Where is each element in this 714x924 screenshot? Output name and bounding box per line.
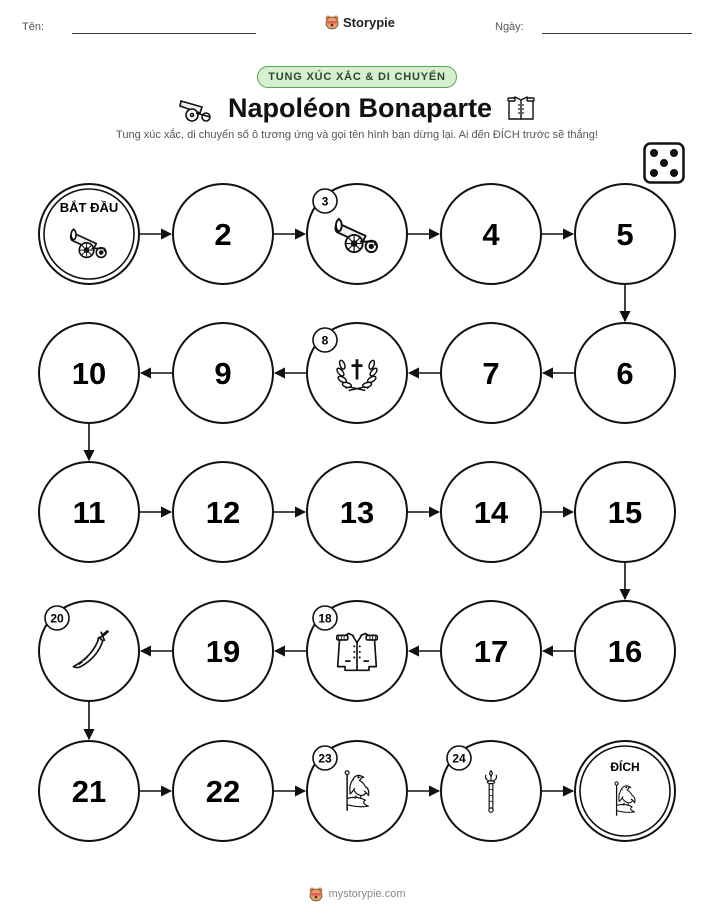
board-cell-20[interactable] [39,601,139,701]
cell-circle [39,184,139,284]
board-cell-8[interactable] [307,323,407,423]
page-title: Napoléon Bonaparte [227,92,493,123]
board-cell-4[interactable] [441,184,541,284]
board-cell-11[interactable] [39,462,139,562]
cell-number: 10 [71,356,107,391]
board-cell-18[interactable] [307,601,407,701]
cell-number: 14 [473,495,509,530]
cell-number: 24 [452,751,466,766]
cell-number: 11 [72,495,106,530]
cell-number: 6 [616,356,634,391]
cell-number: 23 [318,751,332,766]
board-cell-19[interactable] [173,601,273,701]
footer [0,886,714,902]
start-label: BẮT ĐẦU [59,200,119,215]
cell-number: 15 [607,495,643,530]
board-cell-3[interactable] [307,184,407,284]
cell-number: 16 [607,634,643,669]
board-cell-25[interactable] [575,741,675,841]
board-cell-5[interactable] [575,184,675,284]
game-badge: TUNG XÚC XẮC & DI CHUYỂN [257,66,457,88]
cell-number: 4 [482,217,500,252]
cell-number: 5 [616,217,634,252]
board-cell-14[interactable] [441,462,541,562]
cell-number: 17 [473,634,509,669]
name-label: Tên: [22,21,45,33]
cell-number: 2 [214,217,232,252]
finish-label: ĐÍCH [610,760,640,774]
date-label: Ngày: [495,21,524,33]
brand-name: Storypie [343,14,396,30]
board-cell-1[interactable] [39,184,139,284]
board-cell-21[interactable] [39,741,139,841]
uniform-jacket-icon [337,634,377,671]
cell-number: 9 [214,356,232,391]
board-cell-12[interactable] [173,462,273,562]
cell-number: 8 [321,333,329,348]
board-cell-6[interactable] [575,323,675,423]
cell-number: 13 [339,495,375,530]
board-cell-17[interactable] [441,601,541,701]
board-cell-23[interactable] [307,741,407,841]
board-cell-10[interactable] [39,323,139,423]
board-cell-22[interactable] [173,741,273,841]
cell-number: 18 [318,611,332,626]
board-cell-2[interactable] [173,184,273,284]
board-cell-7[interactable] [441,323,541,423]
board-cell-15[interactable] [575,462,675,562]
cell-number: 22 [205,774,241,809]
cell-number: 7 [482,356,500,391]
instructions: Tung xúc xắc, di chuyển số ô tương ứng và gọi tên hình bạn dừng lại. Ai đến ĐÍCH trước sẽ thắng! [116,129,598,141]
bear-mascot-icon [308,886,324,902]
board-cell-9[interactable] [173,323,273,423]
cell-number: 3 [321,194,329,209]
cell-number: 21 [71,774,107,809]
cell-number: 12 [205,495,241,530]
board-cell-13[interactable] [307,462,407,562]
board-cell-16[interactable] [575,601,675,701]
cell-number: 20 [50,611,64,626]
footer-site: mystorypie.com [328,888,406,900]
board-cell-24[interactable] [441,741,541,841]
cell-number: 19 [205,634,241,669]
